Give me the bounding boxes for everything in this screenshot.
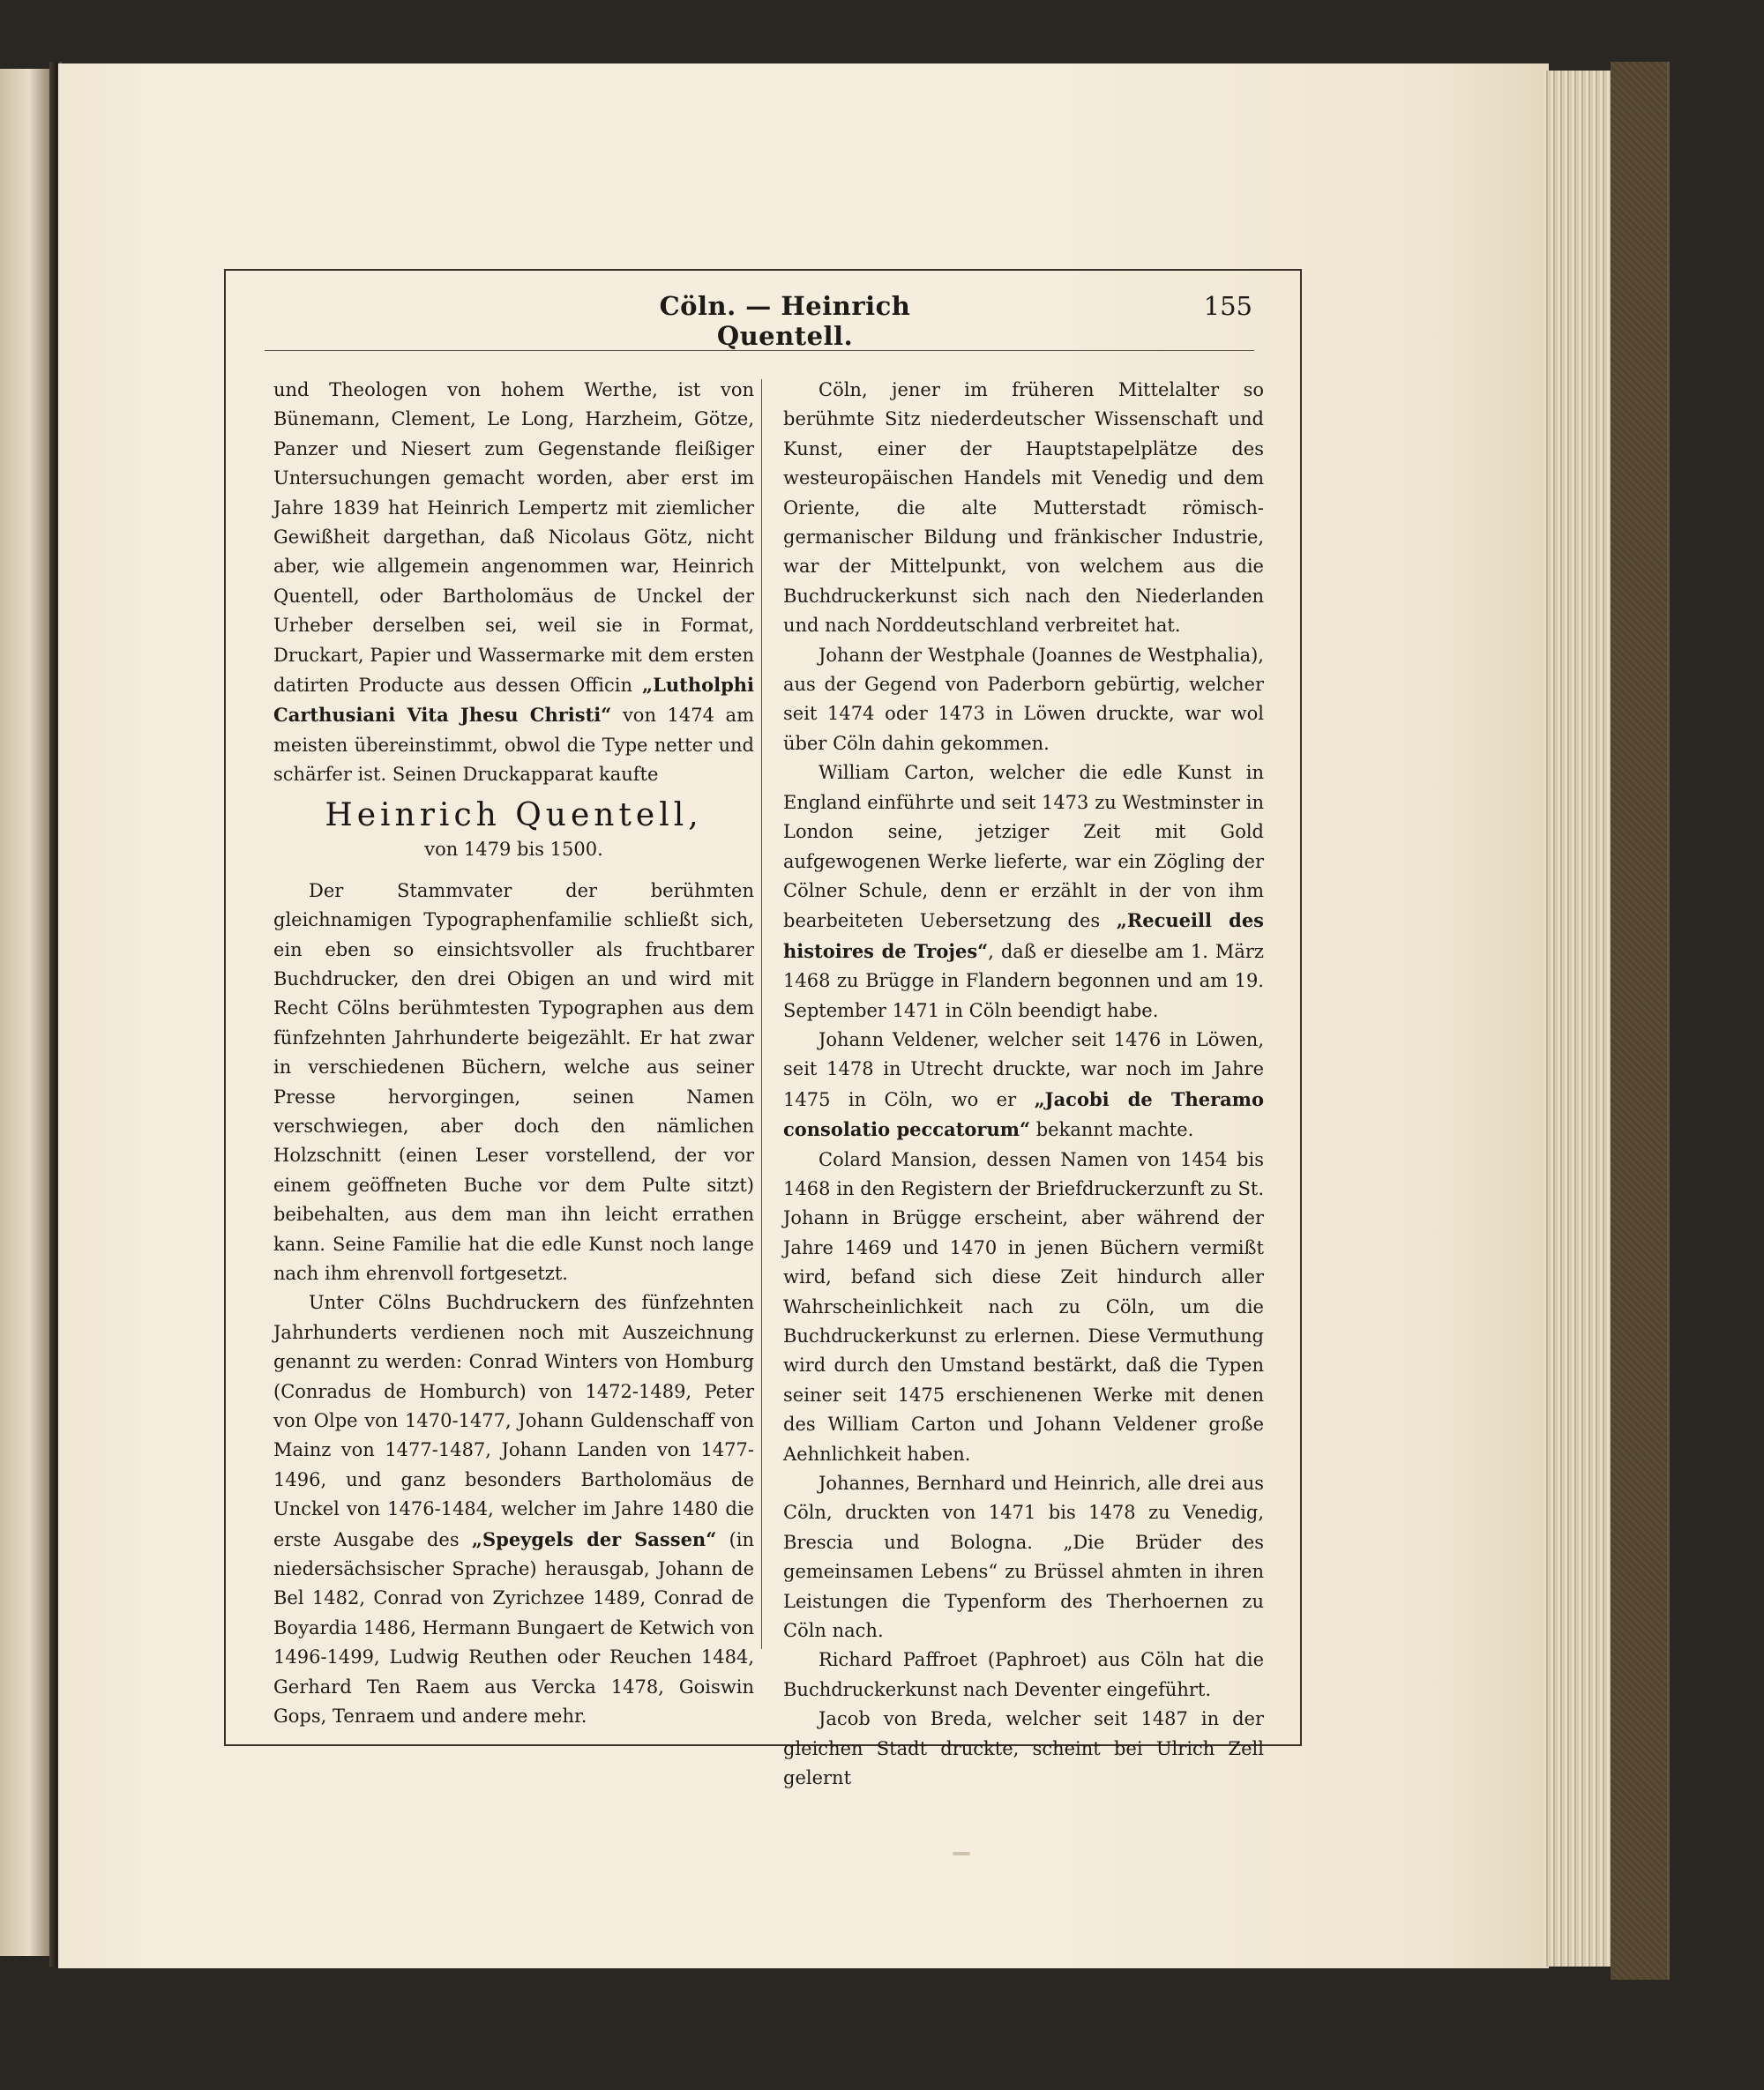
left-paragraph-1 [273,376,754,790]
page-stack-edges [1544,71,1612,1967]
book-cover-edge [1611,62,1670,1980]
text-span: von 1474 am meisten übereinstimmt, obwol die Type netter und schärfer ist. Seinen Druckapparat kaufte [273,705,754,786]
text-span: Unter Cölns Buchdruckern des fünfzehnten Jahrhunderts verdienen noch mit Auszeichnung genannt zu werden: Conrad Winters von Homburg (Conradus de Homburch) von 1472-1489, Peter von Olpe von 1470-1477, Johann Guldenschaff von Mainz von 1477-1487, Johann Landen von 1477-1496, und ganz besonders Bartholomäus de Unckel von 1476-1484, welcher im Jahre 1480 die erste Ausgabe des [273,1292,754,1550]
right-paragraph-3 [783,758,1264,1026]
book-title-bold: „Jacobi de Theramo consolatio peccatorum“ [783,1087,1264,1141]
book-title-bold: „Lutholphi Carthusiani Vita Jhesu Christi“ [273,674,754,727]
right-paragraph-7: Richard Paffroet (Paphroet) aus Cöln hat die Buchdruckerkunst nach Deventer eingeführt. [783,1649,1264,1700]
section-subheading: von 1479 bis 1500. [424,838,603,860]
right-paragraph-5: Colard Mansion, dessen Namen von 1454 bis 1468 in den Registern der Briefdruckerzunft zu St. Johann in Brügge erscheint, aber während der Jahre 1469 und 1470 in jenen Büchern vermißt wird, befand sich diese Zeit hindurch aller Wahrscheinlichkeit nach zu Cöln, um die Buchdruckerkunst zu erlernen. Diese Vermuthung wird durch den Umstand bestärkt, daß die Typen seiner seit 1475 erschienenen Werke mit denen des William Carton und Johann Veldener große Aehnlichkeit haben. [783,1148,1264,1465]
left-paragraph-2: Der Stammvater der berühmten gleichnamigen Typographenfamilie schließt sich, ein eben so einsichtsvoller als fruchtbarer Buchdrucker, den drei Obigen an und wird mit Recht Cölns berühmtesten Typographen aus dem fünfzehnten Jahrhunderte beigezählt. Er hat zwar in verschiedenen Büchern, welche aus seiner Presse hervorgingen, seinen Namen verschwiegen, aber doch den nämlichen Holzschnitt (einen Leser vorstellend, der vor einem geöffneten Buche vor dem Pulte sitzt) beibehalten, aus dem man ihn leicht errathen kann. Seine Familie hat die edle Kunst noch lange nach ihm ehrenvoll fortgesetzt. [273,879,754,1284]
page-number: 155 [1203,291,1252,321]
right-paragraph-8: Jacob von Breda, welcher seit 1487 in der gleichen Stadt druckte, scheint bei Ulrich Zell gelernt [783,1708,1264,1789]
text-span: und Theologen von hohem Werthe, ist von Bünemann, Clement, Le Long, Harzheim, Götze, Panzer und Niesert zum Gegenstande fleißiger Untersuchungen gemacht worden, aber erst im Jahre 1839 hat Heinrich Lempertz mit ziemlicher Gewißheit dargethan, daß Nicolaus Götz, nicht aber, wie allgemein angenommen war, Heinrich Quentell, oder Bartholomäus de Unckel der Urheber derselben sei, weil sie in Format, Druckart, Papier und Wassermarke mit dem ersten datirten Producte aus dessen Officin [273,379,754,697]
text-span: (in niedersächsischer Sprache) herausgab, Johann de Bel 1482, Conrad von Zyrichzee 1489, Conrad de Boyardia 1486, Hermann Bungaert de Ketwich von 1496-1499, Ludwig Reuthen oder Reuchen 1484, Gerhard Ten Raem aus Vercka 1478, Goiswin Gops, Tenraem und andere mehr. [273,1528,754,1728]
header-rule [265,350,1254,351]
section-heading: Heinrich Quentell, [325,796,703,833]
facing-page-edge [0,69,53,1956]
text-span: Johann Veldener, welcher seit 1476 in Löwen, seit 1478 in Utrecht druckte, war noch im Jahre 1475 in Cöln, wo er [783,1028,1264,1110]
page-mark [953,1852,970,1855]
right-paragraph-1: Cöln, jener im früheren Mittelalter so berühmte Sitz niederdeutscher Wissenschaft und Kunst, einer der Hauptstapelplätze des westeuropäischen Handels mit Venedig und dem Oriente, die alte Mutterstadt römisch-germanischer Bildung und fränkischer Industrie, war der Mittelpunkt, von welchem aus die Buchdruckerkunst sich nach den Niederlanden und nach Norddeutschland verbreitet hat. [783,379,1264,637]
right-column [783,376,1264,1794]
right-paragraph-4 [783,1026,1264,1146]
right-paragraph-2: Johann der Westphale (Joannes de Westphalia), aus der Gegend von Paderborn gebürtig, welcher seit 1474 oder 1473 in Löwen druckte, war wol über Cöln dahin gekommen. [783,644,1264,754]
text-span: bekannt machte. [1035,1119,1194,1141]
text-span: , daß er dieselbe am 1. März 1468 zu Brügge in Flandern begonnen und am 19. September 1471 in Cöln beendigt habe. [783,940,1264,1021]
text-span: William Carton, welcher die edle Kunst in England einführte und seit 1473 zu Westminster in London seine, jetziger Zeit mit Gold aufgewogenen Werke lieferte, war ein Zögling der Cölner Schule, denn er erzählt in der von ihm bearbeiteten Uebersetzung des [783,762,1264,932]
book-title-bold: „Speygels der Sassen“ [471,1527,717,1550]
running-title: Cöln. — Heinrich Quentell. [659,291,911,351]
left-paragraph-3 [273,1288,754,1731]
left-column [273,376,754,1731]
book-title-bold: „Recueill des histoires de Trojes“ [783,909,1264,962]
column-divider [761,379,762,1649]
right-paragraph-6: Johannes, Bernhard und Heinrich, alle drei aus Cöln, druckten von 1471 bis 1478 zu Venedig, Brescia und Bologna. „Die Brüder des gemeinsamen Lebens“ zu Brüssel ahmten in ihren Leistungen die Typenform des Therhoernen zu Cöln nach. [783,1473,1264,1642]
